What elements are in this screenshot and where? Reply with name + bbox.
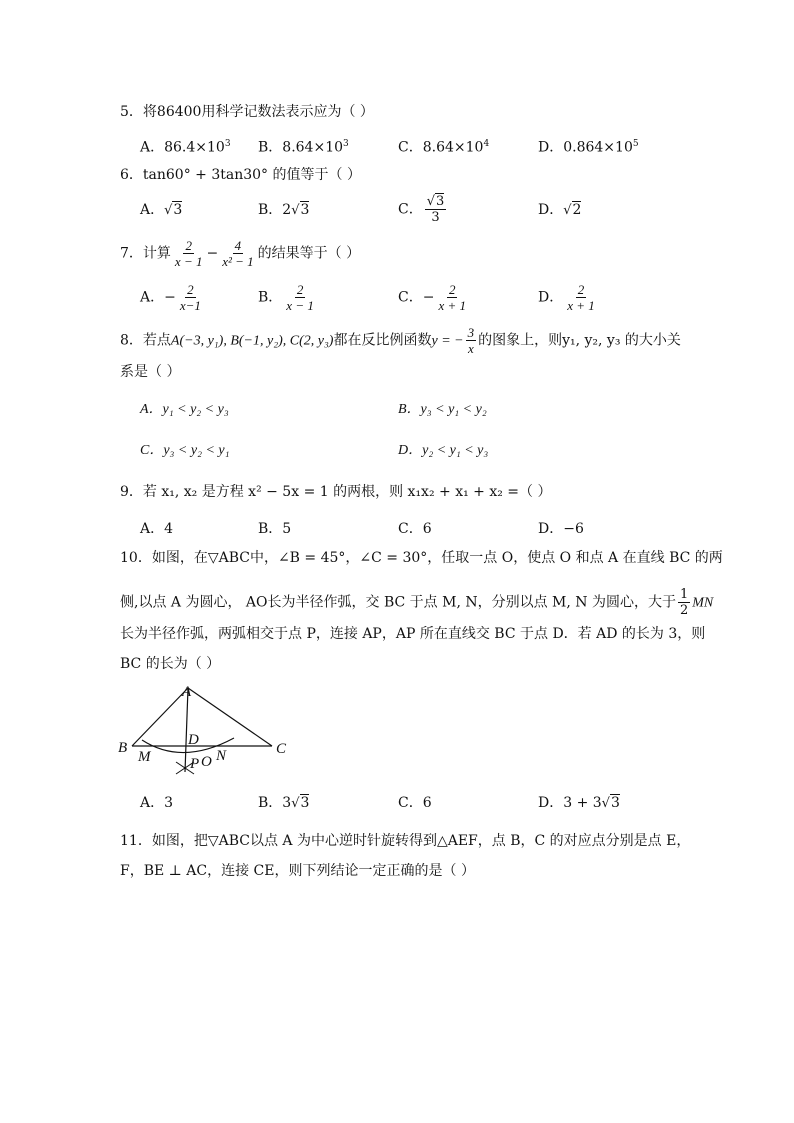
- segment-ap: [185, 688, 188, 772]
- q5-option-c: C．$8.64\times 10^4$: [398, 139, 490, 156]
- q6-option-a: A．√3: [140, 202, 183, 218]
- q5-option-b: B．$8.64\times 10^3$: [258, 139, 349, 156]
- q6-option-b: B．2√3: [258, 202, 310, 218]
- q9-option-c: C．6: [398, 521, 432, 537]
- q11-stem-line1: 11．如图，把▽ABC以点 A 为中心逆时针旋转得到△AEF，点 B，C 的对应点分别是点 E，: [120, 833, 691, 849]
- q9-option-d: D．−6: [538, 521, 584, 537]
- q8-option-a: A．y₁ < y₂ < y₃: [140, 402, 229, 417]
- q5-option-a: A．$86.4\times 10^3$: [140, 139, 231, 156]
- q8-option-d: D．y₂ < y₁ < y₃: [398, 443, 489, 458]
- q5-stem: 5．将86400用科学记数法表示应为（ ）: [120, 104, 374, 120]
- q7-option-a: A．− $\frac{2}{x-1}$: [140, 282, 201, 313]
- label-m: M: [138, 749, 151, 765]
- q7-option-d: D． $\frac{2}{x + 1}$: [538, 282, 595, 313]
- q7-option-b: B． $\frac{2}{x - 1}$: [258, 282, 314, 313]
- q8-option-b: B．y₃ < y₁ < y₂: [398, 402, 487, 417]
- label-o: O: [201, 754, 212, 770]
- label-b: B: [118, 740, 128, 756]
- q10-option-a: A．3: [140, 795, 174, 811]
- q10-option-d: D．3 + 3√3: [538, 795, 620, 811]
- q9-option-a: A．4: [140, 521, 174, 537]
- q8-option-c: C．y₃ < y₂ < y₁: [140, 443, 230, 458]
- segment-ac: [188, 688, 272, 746]
- q7-option-c: C．− $\frac{2}{x + 1}$: [398, 282, 466, 313]
- q9-stem: 9．若 x₁, x₂ 是方程 x² − 5x = 1 的两根，则 x₁x₂ + x₁ + x₂ =（ ）: [120, 484, 552, 500]
- segment-ab: [132, 688, 188, 746]
- q11-stem-line2: F，BE ⊥ AC，连接 CE，则下列结论一定正确的是（ ）: [120, 863, 475, 879]
- q6-stem: 6．tan60° + 3tan30° 的值等于（ ）: [120, 167, 361, 183]
- q10-option-c: C．6: [398, 795, 432, 811]
- label-a: A: [182, 684, 192, 700]
- q10-option-b: B．3√3: [258, 795, 310, 811]
- triangle-figure: [112, 678, 302, 778]
- label-d: D: [188, 732, 199, 748]
- label-p: P: [190, 756, 200, 772]
- q6-option-c: C． $\frac{√3}{3}$: [398, 194, 445, 225]
- q8-stem: 8．若点A(−3, y₁), B(−1, y₂), C(2, y₃)都在反比例函数y = − $\frac{3}{x}$ 的图象上，则y₁, y₂, y₃ 的大小关: [120, 325, 681, 356]
- q10-stem-line3: 长为半径作弧，两弧相交于点 P，连接 AP，AP 所在直线交 BC 于点 D．若 AD 的长为 3，则: [120, 626, 706, 642]
- label-n: N: [216, 748, 227, 764]
- q9-option-b: B．5: [258, 521, 292, 537]
- q10-stem-line4: BC 的长为（ ）: [120, 656, 221, 672]
- q10-stem-line1: 10．如图，在▽ABC中，∠B = 45°，∠C = 30°，任取一点 O，使点 O 和点 A 在直线 BC 的两: [120, 550, 723, 566]
- q7-stem: 7．计算 $\frac{2}{x - 1}$ − $\frac{4}{\text{x² − 1}}$ 的结果等于（ ）: [120, 238, 361, 269]
- q10-stem-line2: 侧,以点 A 为圆心， AO长为半径作弧，交 BC 于点 M, N，分别以点 M, N 为圆心，大于 $\frac{1}{2}$ MN: [120, 587, 714, 618]
- q5-option-d: D．$0.864\times 10^5$: [538, 139, 639, 156]
- q8-stem-line2: 系是（ ）: [120, 364, 181, 380]
- label-c: C: [276, 741, 287, 757]
- q6-option-d: D．√2: [538, 202, 582, 218]
